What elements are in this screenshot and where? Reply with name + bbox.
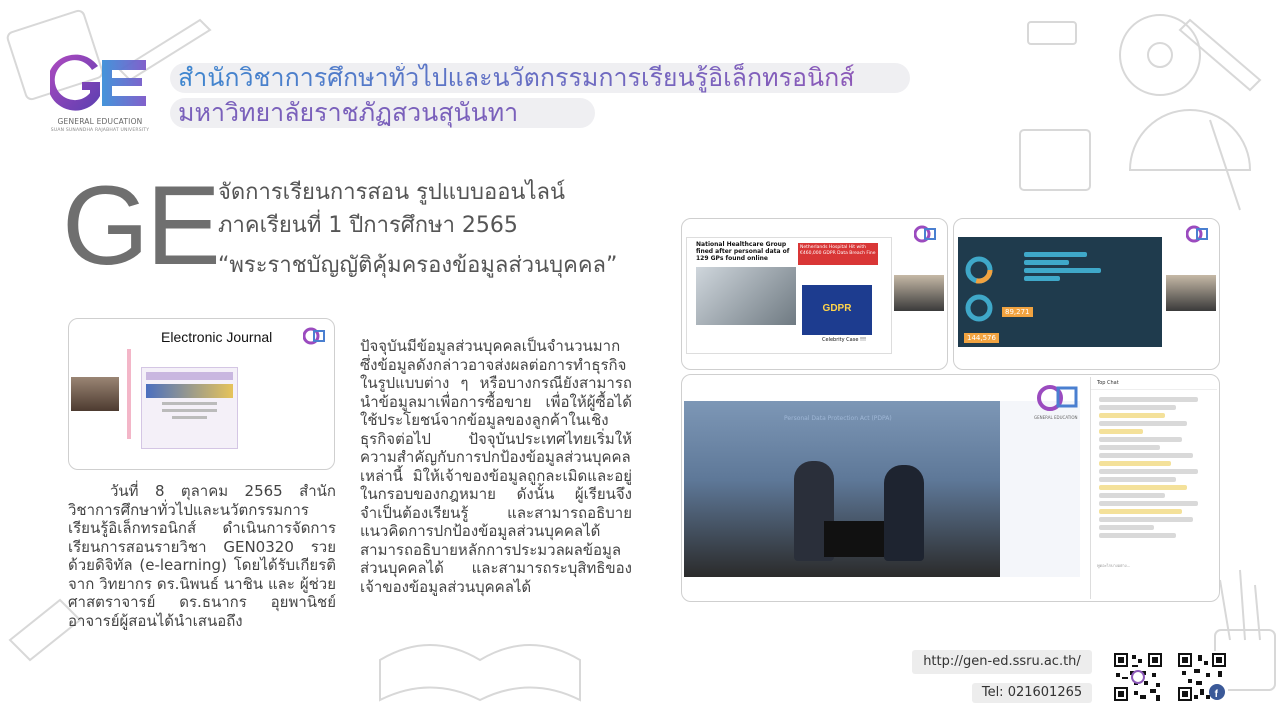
slide2-number-1: 89,271 xyxy=(1002,307,1033,317)
journal-title: Electronic Journal xyxy=(161,329,273,345)
ge-big-letters: GE xyxy=(62,163,218,288)
journal-website-screenshot xyxy=(141,367,238,449)
slide1-caption: Celebrity Case !!! xyxy=(822,337,866,343)
qr-code-website-icon[interactable] xyxy=(1112,651,1164,703)
slide2-bars xyxy=(1024,249,1114,329)
live-chat-panel xyxy=(1090,377,1217,599)
stream-slide-title: Personal Data Protection Act (PDPA) xyxy=(784,415,892,422)
ge-logo-icon xyxy=(50,52,150,116)
svg-text:f: f xyxy=(1214,689,1218,700)
slide1-speakers-thumbnail xyxy=(894,275,944,311)
slide2-donut-chart xyxy=(964,293,994,323)
slide2-speakers-thumbnail xyxy=(1166,275,1216,311)
logo-caption: GENERAL EDUCATION SUAN SUNANDHA RAJABHAT UNIVERSITY xyxy=(50,117,150,133)
chat-input: พูดอะไรบางอย่าง... xyxy=(1097,563,1131,568)
stream-slide-background xyxy=(1000,401,1080,577)
stream-logo-caption: GENERAL EDUCATION xyxy=(1034,415,1078,420)
telephone: Tel: 021601265 xyxy=(972,683,1092,703)
photo-live-stream xyxy=(681,374,1220,602)
chat-header: Top Chat xyxy=(1091,377,1217,390)
ge-mini-logo-icon xyxy=(1186,225,1208,243)
body-paragraph-middle: ปัจจุบันมีข้อมูลส่วนบุคคลเป็นจำนวนมาก ซึ่งข้อมูลดังกล่าวอาจส่งผลต่อการทำธุรกิจในรูปแบบต่าง ๆ หรือบางกรณียังสามารถนำข้อมูลมาเพื่อการซื้อขาย เพื่อให้ผู้ซื้อได้ใช้ประโยชน์จากข้อมูลของลูกค้าในเชิงธุรกิจต่อไป ปัจจุบันประเทศไทยเริ่มให้ความสำคัญกับการปกป้องข้อมูลส่วนบุคคลเหล่านี้ มิให้เจ้าของข้อมูลถูกละเมิดและอยู่ในกรอบของกฎหมาย ดังนั้น ผู้เรียนจึงจำเป็นต้องเรียนรู้ และสามารถอธิบายแนวคิดการปกป้องข้อมูลส่วนบุคคลได้ สามารถอธิบายหลักการประมวลผลข้อมูลส่วนบุคคลได้ และสามารถระบุสิทธิของเจ้าของข้อมูลส่วนบุคคลได้ xyxy=(360,337,632,596)
ge-mini-logo-icon xyxy=(914,225,936,243)
slide1-heading: National Healthcare Group fined after personal data of 129 GPs found online xyxy=(696,241,790,262)
ge-logo xyxy=(50,52,150,134)
body-paragraph-left: วันที่ 8 ตุลาคม 2565 สำนักวิชาการศึกษาทั่วไปและนวัตกรรมการเรียนรู้อิเล็กทรอนิกส์ ดำเนินการจัดการเรียนการสอนรายวิชา GEN0320 รวยด้วยดิจิทัล (e-learning) โดยได้รับเกียรติจาก วิทยากร ดร.นิพนธ์ นาชิน และ ผู้ช่วยศาสตราจารย์ ดร.ธนากร อุยพานิชย์อาจารย์ผู้สอนได้นำเสนอถึง xyxy=(68,482,336,630)
ge-logo-icon xyxy=(1036,383,1080,413)
org-name-line2: มหาวิทยาลัยราชภัฏสวนสุนันทา xyxy=(178,98,519,127)
photo-slide-statistics xyxy=(953,218,1220,370)
speaker-right xyxy=(884,465,924,561)
course-title-line1: จัดการเรียนการสอน รูปแบบออนไลน์ xyxy=(218,180,566,205)
chat-messages xyxy=(1091,390,1217,545)
journal-sidebar xyxy=(127,349,131,439)
laptop xyxy=(824,521,884,557)
website-url[interactable]: http://gen-ed.ssru.ac.th/ xyxy=(912,650,1092,674)
course-title-line2: ภาคเรียนที่ 1 ปีการศึกษา 2565 xyxy=(218,213,518,238)
slide1-gdpr-image xyxy=(802,285,872,335)
slide1-badge: Netherlands Hospital Hit with €460,000 GDPR Data Breach Fine xyxy=(798,243,878,265)
ge-mini-logo-icon xyxy=(303,327,325,345)
slide1-stethoscope-image xyxy=(696,267,796,325)
photo-electronic-journal xyxy=(68,318,335,470)
slide2-number-2: 144,576 xyxy=(964,333,999,343)
photo-slide-healthcare xyxy=(681,218,948,370)
org-name-line1: สำนักวิชาการศึกษาทั่วไปและนวัตกรรมการเรียนรู้อิเล็กทรอนิกส์ xyxy=(178,63,855,92)
speaker-thumbnail xyxy=(71,377,119,411)
qr-code-facebook-icon[interactable] xyxy=(1176,651,1228,703)
slide2-donut-chart xyxy=(964,255,994,285)
slide1-gdpr-label: GDPR xyxy=(822,303,852,314)
stream-video xyxy=(684,401,1000,577)
course-title-topic: “พระราชบัญญัติคุ้มครองข้อมูลส่วนบุคคล” xyxy=(218,253,618,278)
